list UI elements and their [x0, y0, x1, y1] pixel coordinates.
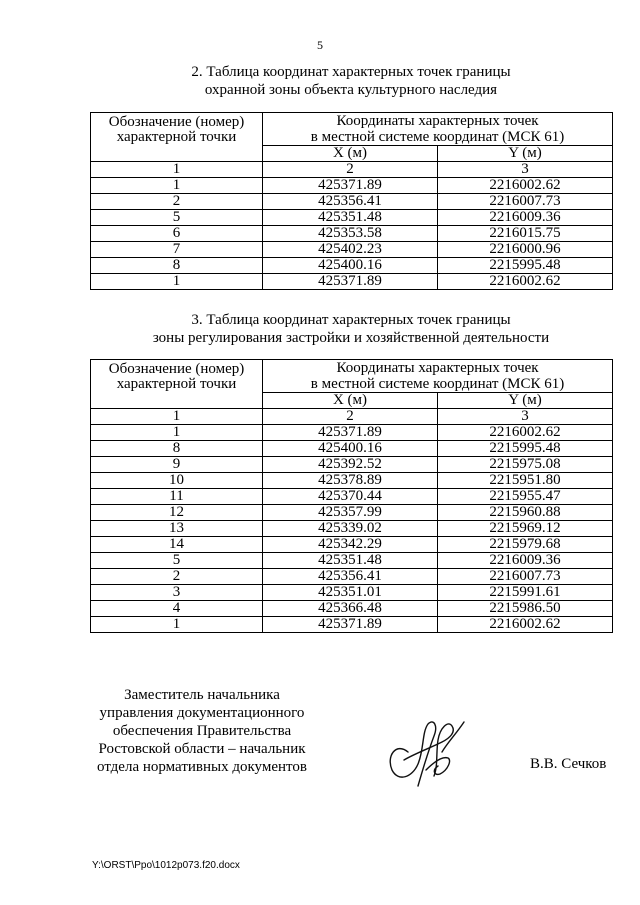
point-number: 2: [91, 569, 263, 585]
x-coordinate: 425400.16: [263, 258, 438, 274]
y-coordinate: 2215969.12: [438, 521, 613, 537]
signatory-title-line: обеспечения Правительства: [112, 723, 292, 739]
y-coordinate: 2215991.61: [438, 585, 613, 601]
table3-colnum-2: 2: [263, 409, 438, 425]
x-coordinate: 425351.48: [263, 210, 438, 226]
y-coordinate: 2216000.96: [438, 242, 613, 258]
table2-header-point-line1: Обозначение (номер): [108, 114, 245, 130]
table3-header-coords-line1: Координаты характерных точек: [336, 360, 539, 376]
x-coordinate: 425356.41: [263, 194, 438, 210]
table2-colnum-2: 2: [263, 162, 438, 178]
y-coordinate: 2216015.75: [438, 226, 613, 242]
y-coordinate: 2216002.62: [438, 425, 613, 441]
table-row: [91, 441, 613, 457]
table2-header-point-line2: характерной точки: [116, 129, 237, 145]
point-number: 10: [91, 473, 263, 489]
table2-colnum-3: 3: [438, 162, 613, 178]
table3-caption-line1: 3. Таблица координат характерных точек границы: [191, 312, 511, 328]
table3-coordinates: [90, 359, 613, 633]
x-coordinate: 425371.89: [263, 425, 438, 441]
table3-colnum-3: 3: [438, 409, 613, 425]
table2-caption-line2: охранной зоны объекта культурного наследия: [204, 82, 498, 98]
point-number: 1: [91, 617, 263, 633]
x-coordinate: 425371.89: [263, 274, 438, 290]
point-number: 14: [91, 537, 263, 553]
signatory-name: В.В. Сечков: [530, 756, 607, 772]
table3-header-point: [91, 360, 263, 409]
x-coordinate: 425400.16: [263, 441, 438, 457]
page-number: 5: [317, 38, 323, 52]
x-coordinate: 425342.29: [263, 537, 438, 553]
table2-header-coords-line2: в местной системе координат (МСК 61): [310, 129, 565, 145]
table-row: [91, 473, 613, 489]
table3-caption: [0, 311, 640, 347]
y-coordinate: 2215955.47: [438, 489, 613, 505]
x-coordinate: 425392.52: [263, 457, 438, 473]
y-coordinate: 2215960.88: [438, 505, 613, 521]
point-number: 3: [91, 585, 263, 601]
y-coordinate: 2216002.62: [438, 178, 613, 194]
point-number: 4: [91, 601, 263, 617]
point-number: 9: [91, 457, 263, 473]
table-row: [91, 226, 613, 242]
signatory-title: [72, 686, 332, 776]
x-coordinate: 425339.02: [263, 521, 438, 537]
signatory-title-line: отдела нормативных документов: [97, 759, 307, 775]
table-row: [91, 258, 613, 274]
point-number: 7: [91, 242, 263, 258]
table2-header-y: Y (м): [438, 146, 613, 162]
x-coordinate: 425357.99: [263, 505, 438, 521]
point-number: 11: [91, 489, 263, 505]
point-number: 1: [91, 178, 263, 194]
x-coordinate: 425371.89: [263, 617, 438, 633]
point-number: 8: [91, 441, 263, 457]
table2-header-point: [91, 113, 263, 162]
x-coordinate: 425353.58: [263, 226, 438, 242]
table3-header-x: X (м): [263, 393, 438, 409]
table-row: [91, 210, 613, 226]
x-coordinate: 425351.48: [263, 553, 438, 569]
y-coordinate: 2216009.36: [438, 553, 613, 569]
file-path-footer: Y:\ORST\Ppo\1012p073.f20.docx: [92, 860, 240, 871]
y-coordinate: 2216002.62: [438, 274, 613, 290]
table-row: [91, 569, 613, 585]
table3-header-coords-line2: в местной системе координат (МСК 61): [310, 376, 565, 392]
table-row: [91, 274, 613, 290]
point-number: 5: [91, 210, 263, 226]
table-row: [91, 601, 613, 617]
table-row: [91, 585, 613, 601]
x-coordinate: 425371.89: [263, 178, 438, 194]
y-coordinate: 2216007.73: [438, 569, 613, 585]
signatory-title-line: Ростовской области – начальник: [98, 741, 306, 757]
y-coordinate: 2216009.36: [438, 210, 613, 226]
table2-caption-line1: 2. Таблица координат характерных точек границы: [191, 64, 511, 80]
table-row: [91, 457, 613, 473]
x-coordinate: 425356.41: [263, 569, 438, 585]
table-row: [91, 194, 613, 210]
point-number: 6: [91, 226, 263, 242]
table3-header-y: Y (м): [438, 393, 613, 409]
table2-header-coords-line1: Координаты характерных точек: [336, 113, 539, 129]
table-row: [91, 489, 613, 505]
point-number: 12: [91, 505, 263, 521]
point-number: 2: [91, 194, 263, 210]
table-row: [91, 178, 613, 194]
point-number: 1: [91, 425, 263, 441]
table-row: [91, 505, 613, 521]
x-coordinate: 425370.44: [263, 489, 438, 505]
handwritten-signature: [378, 712, 468, 795]
y-coordinate: 2215979.68: [438, 537, 613, 553]
table-row: [91, 521, 613, 537]
point-number: 5: [91, 553, 263, 569]
table3-colnum-1: 1: [91, 409, 263, 425]
y-coordinate: 2215951.80: [438, 473, 613, 489]
signatory-title-line: Заместитель начальника: [124, 687, 280, 703]
x-coordinate: 425378.89: [263, 473, 438, 489]
point-number: 1: [91, 274, 263, 290]
table3-header-coords: [263, 360, 613, 393]
table-row: [91, 617, 613, 633]
table2-coordinates: [90, 112, 613, 290]
x-coordinate: 425351.01: [263, 585, 438, 601]
table2-colnum-1: 1: [91, 162, 263, 178]
table2-header-coords: [263, 113, 613, 146]
x-coordinate: 425366.48: [263, 601, 438, 617]
table-row: [91, 425, 613, 441]
y-coordinate: 2216002.62: [438, 617, 613, 633]
y-coordinate: 2215986.50: [438, 601, 613, 617]
y-coordinate: 2215975.08: [438, 457, 613, 473]
point-number: 8: [91, 258, 263, 274]
x-coordinate: 425402.23: [263, 242, 438, 258]
table3-header-point-line2: характерной точки: [116, 376, 237, 392]
signatory-title-line: управления документационного: [99, 705, 305, 721]
table-row: [91, 242, 613, 258]
table2-caption: [0, 63, 640, 99]
table-row: [91, 537, 613, 553]
y-coordinate: 2215995.48: [438, 441, 613, 457]
table-row: [91, 553, 613, 569]
table3-caption-line2: зоны регулирования застройки и хозяйственной деятельности: [152, 330, 550, 346]
table2-header-x: X (м): [263, 146, 438, 162]
point-number: 13: [91, 521, 263, 537]
y-coordinate: 2215995.48: [438, 258, 613, 274]
table3-header-point-line1: Обозначение (номер): [108, 361, 245, 377]
y-coordinate: 2216007.73: [438, 194, 613, 210]
